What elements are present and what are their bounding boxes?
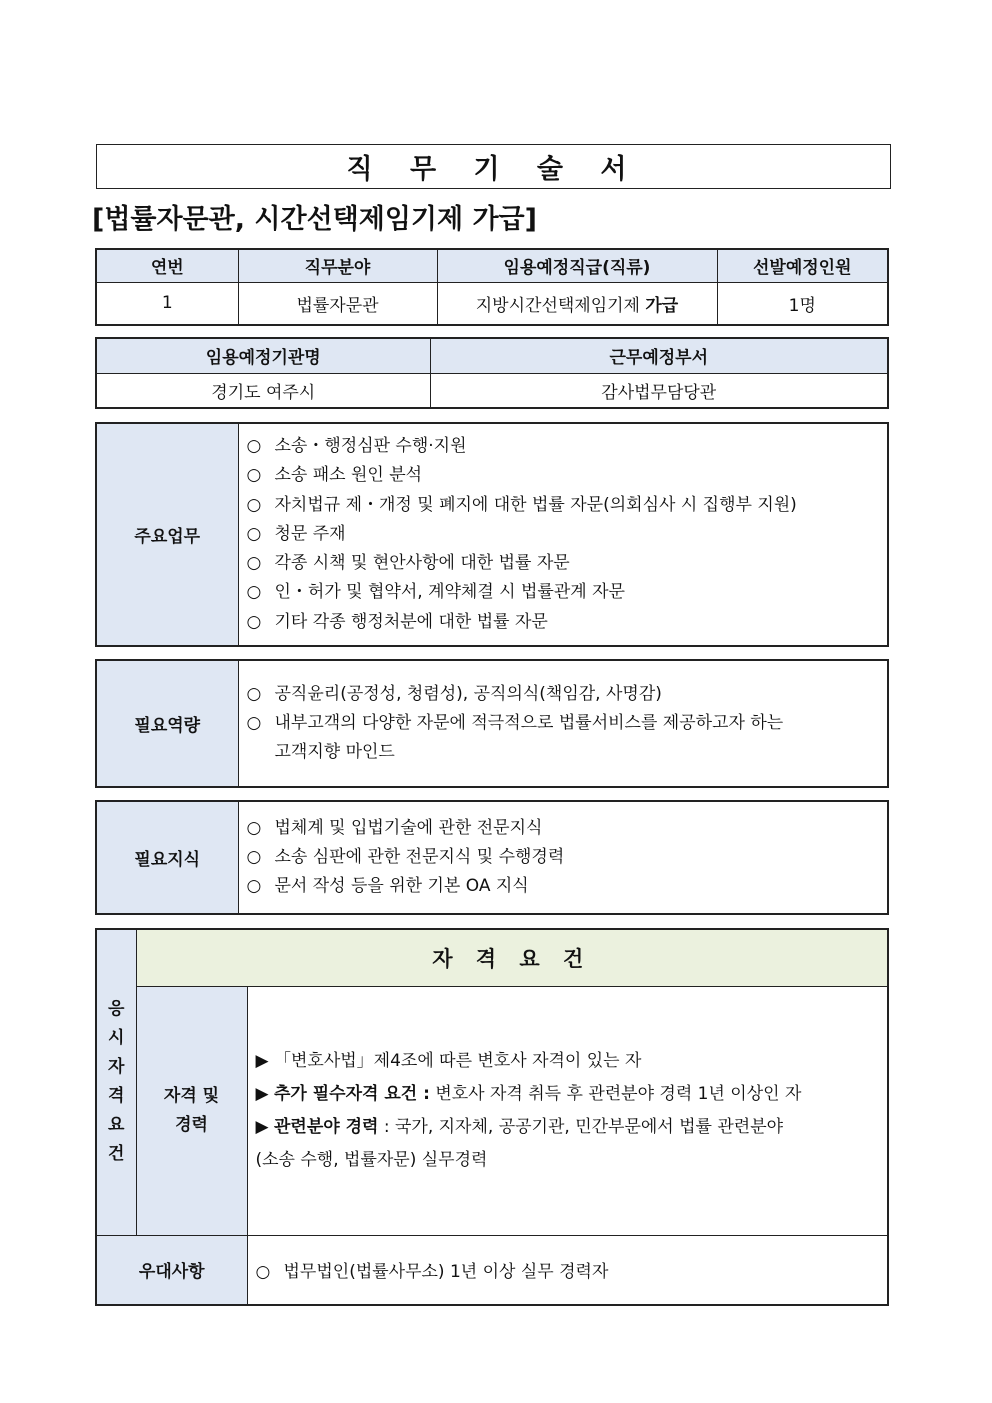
competency-list — [238, 660, 888, 787]
list-item: ○ 청문 주재 — [246, 523, 346, 544]
list-item: ○ 소송 패소 원인 분석 — [246, 465, 423, 486]
list-item: ○ 소송・행정심판 수행·지원 — [246, 435, 467, 456]
header-count: 선발예정인원 — [717, 249, 888, 282]
duties-label: 주요업무 — [96, 423, 238, 646]
duties-table — [95, 422, 889, 647]
cell-no: 1 — [96, 282, 238, 325]
header-grade: 임용예정직급(직류) — [437, 249, 717, 282]
document-subtitle: [법률자문관, 시간선택제임기제 가급] — [92, 204, 537, 235]
preferred-label: 우대사항 — [96, 1235, 247, 1305]
duties-list — [238, 423, 888, 646]
header-dept: 근무예정부서 — [430, 338, 888, 373]
list-item: ○ 인・허가 및 협약서, 계약체결 시 법률관계 자문 — [246, 582, 625, 603]
grade-bold: 가급 — [645, 295, 679, 316]
cell-field: 법률자문관 — [238, 282, 437, 325]
qualification-table — [95, 928, 889, 1306]
grade-prefix: 지방시간선택제임기제 — [475, 295, 646, 316]
cell-count: 1명 — [717, 282, 888, 325]
header-field: 직무분야 — [238, 249, 437, 282]
competency-label: 필요역량 — [96, 660, 238, 787]
qualification-side-label: 응 시 자 격 요 건 — [96, 929, 136, 1235]
list-item-continuation: 고객지향 마인드 — [274, 742, 395, 763]
list-item: ○ 내부고객의 다양한 자문에 적극적으로 법률서비스를 제공하고자 하는 — [246, 712, 784, 733]
preferred-content: ○ 법무법인(법률사무소) 1년 이상 실무 경력자 — [247, 1235, 888, 1305]
qualification-header: 자 격 요 건 — [136, 929, 888, 986]
list-item: ○ 기타 각종 행정처분에 대한 법률 자문 — [246, 611, 548, 632]
org-table — [95, 337, 889, 409]
list-item: ○ 공직윤리(공정성, 청렴성), 공직의식(책임감, 사명감) — [246, 683, 662, 704]
arrow-icon: ▶ — [255, 1083, 269, 1104]
qualification-content — [247, 986, 888, 1235]
list-item: ○ 자치법규 제・개정 및 폐지에 대한 법률 자문(의회심사 시 집행부 지원) — [246, 494, 797, 515]
header-no: 연번 — [96, 249, 238, 282]
competency-table — [95, 659, 889, 788]
list-item: ○ 문서 작성 등을 위한 기본 OA 지식 — [246, 876, 529, 897]
arrow-icon: ▶ — [255, 1116, 269, 1137]
list-item: ○ 법체계 및 입법기술에 관한 전문지식 — [246, 817, 543, 838]
list-item: ○ 소송 심판에 관한 전문지식 및 수행경력 — [246, 846, 565, 867]
req-line-1: ▶ 「변호사법」제4조에 따른 변호사 자격이 있는 자 — [255, 1050, 642, 1071]
knowledge-table — [95, 800, 889, 915]
header-org: 임용예정기관명 — [96, 338, 430, 373]
list-item: ○ 각종 시책 및 현안사항에 대한 법률 자문 — [246, 553, 570, 574]
info-table — [95, 248, 889, 326]
document-title: 직 무 기 술 서 — [96, 144, 891, 189]
cell-org: 경기도 여주시 — [96, 373, 430, 408]
knowledge-label: 필요지식 — [96, 801, 238, 914]
req-line-4: (소송 수행, 법률자문) 실무경력 — [255, 1149, 488, 1170]
req-line-2: ▶ 추가 필수자격 요건 : 변호사 자격 취득 후 관련분야 경력 1년 이상인 자 — [255, 1083, 802, 1104]
req-line-3: ▶ 관련분야 경력 : 국가, 지자체, 공공기관, 민간부문에서 법률 관련분야 — [255, 1116, 784, 1137]
cell-grade — [437, 282, 717, 325]
qualification-row-label: 자격 및 경력 — [136, 986, 247, 1235]
arrow-icon: ▶ — [255, 1050, 269, 1071]
knowledge-list — [238, 801, 888, 914]
cell-dept: 감사법무담당관 — [430, 373, 888, 408]
